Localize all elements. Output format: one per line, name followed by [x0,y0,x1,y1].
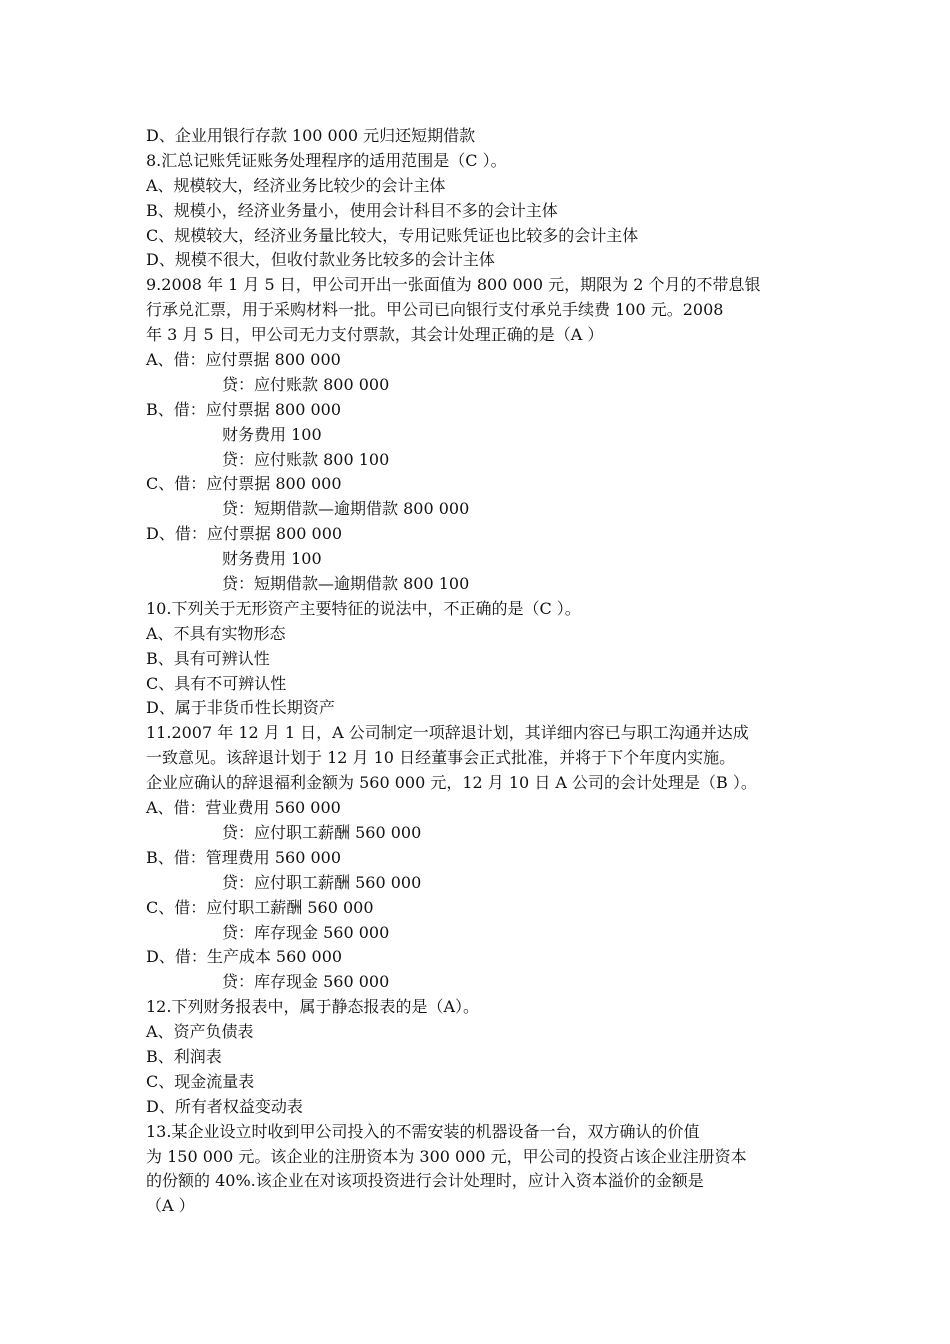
text-line: 12.下列财务报表中，属于静态报表的是（A）。 [146,997,480,1017]
entry-line: 财务费用 100 [222,424,322,444]
text-line: 11.2007 年 12 月 1 日，A 公司制定一项辞退计划，其详细内容已与职工沟通并达成 [146,723,749,743]
text-line: 9.2008 年 1 月 5 日，甲公司开出一张面值为 800 000 元，期限为 2 个月的不带息银 [146,275,761,295]
text-line: B、规模小，经济业务量小，使用会计科目不多的会计主体 [146,200,558,220]
text-line: 一致意见。该辞退计划于 12 月 10 日经董事会正式批准，并将于下个年度内实施。 [146,748,736,768]
text-line: D、借：生产成本 560 000 [146,947,343,967]
entry-line: 贷：短期借款—逾期借款 800 000 [222,499,470,519]
text-line: 企业应确认的辞退福利金额为 560 000 元，12 月 10 日 A 公司的会计处理是（B ）。 [146,773,757,793]
text-line: D、企业用银行存款 100 000 元归还短期借款 [146,126,476,145]
text-line: C、借：应付职工薪酬 560 000 [146,897,374,917]
text-line: D、借：应付票据 800 000 [146,524,343,544]
text-line: 10.下列关于无形资产主要特征的说法中，不正确的是（C ）。 [146,598,581,618]
text-line: 年 3 月 5 日，甲公司无力支付票款，其会计处理正确的是（A ） [146,325,604,345]
text-line: C、借：应付票据 800 000 [146,474,342,494]
text-line: A、借：营业费用 560 000 [146,798,341,818]
entry-line: 贷：库存现金 560 000 [222,922,390,942]
entry-line: 贷：应付账款 800 100 [222,449,390,469]
text-line: D、所有者权益变动表 [146,1096,303,1116]
entry-line: 贷：应付职工薪酬 560 000 [222,872,422,892]
text-line: B、借：应付票据 800 000 [146,399,342,419]
text-line: B、利润表 [146,1046,222,1066]
text-line: 为 150 000 元。该企业的注册资本为 300 000 元，甲公司的投资占该企业注册资本 [146,1146,747,1166]
text-line: C、具有不可辨认性 [146,673,287,693]
text-line: C、规模较大，经济业务量比较大，专用记账凭证也比较多的会计主体 [146,225,639,245]
text-line: B、具有可辨认性 [146,648,270,668]
text-line: 13.某企业设立时收到甲公司投入的不需安装的机器设备一台，双方确认的价值 [146,1121,700,1141]
entry-line: 财务费用 100 [222,549,322,569]
text-line: D、规模不很大，但收付款业务比较多的会计主体 [146,250,495,270]
document-body [146,124,810,1219]
entry-line: 贷：库存现金 560 000 [222,972,390,992]
text-line: A、借：应付票据 800 000 [146,350,341,370]
entry-line: 贷：短期借款—逾期借款 800 100 [222,574,470,594]
text-line: 的份额的 40%.该企业在对该项投资进行会计处理时，应计入资本溢价的金额是 [146,1171,704,1191]
entry-line: 贷：应付账款 800 000 [222,374,390,394]
text-line: B、借：管理费用 560 000 [146,847,342,867]
text-line: 行承兑汇票，用于采购材料一批。甲公司已向银行支付承兑手续费 100 元。2008 [146,300,724,320]
entry-line: 贷：应付职工薪酬 560 000 [222,822,422,842]
text-line: C、现金流量表 [146,1071,255,1091]
text-line: A、不具有实物形态 [146,623,286,643]
text-line: 8.汇总记账凭证账务处理程序的适用范围是（C ）。 [146,150,507,170]
text-line: D、属于非货币性长期资产 [146,698,335,718]
text-line: A、规模较大，经济业务比较少的会计主体 [146,175,446,195]
text-line: （A ） [146,1196,195,1216]
text-line: A、资产负债表 [146,1022,254,1042]
